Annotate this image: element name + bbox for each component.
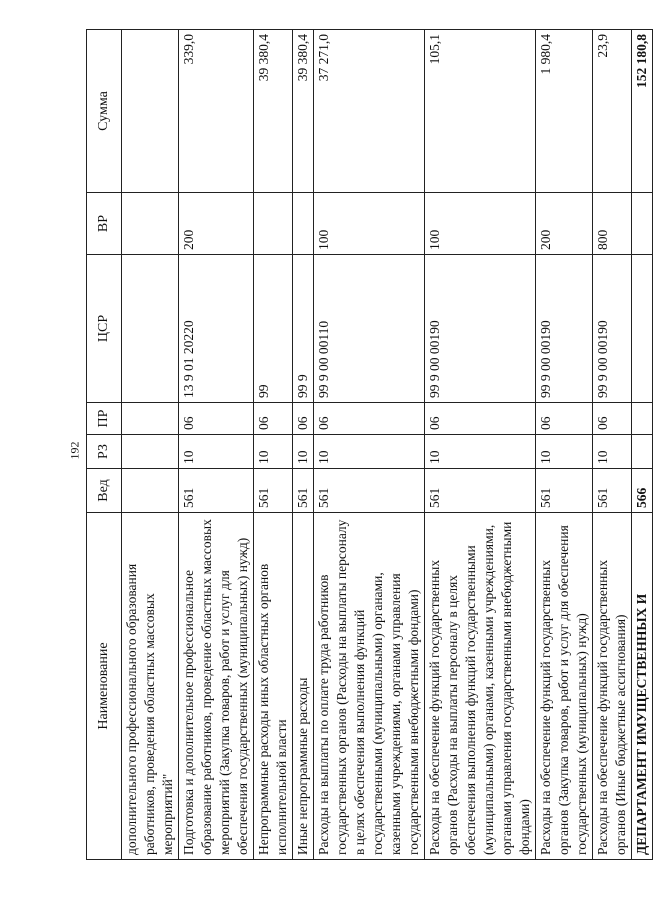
cell-rz: 10 — [254, 435, 293, 469]
cell-ved — [122, 469, 179, 513]
total-sum: 152 180,8 — [632, 30, 653, 193]
cell-csr — [122, 255, 179, 403]
total-rz — [632, 435, 653, 469]
cell-name: дополнительного профессионального образования работников, проведения областных массовых мероприятий" — [122, 513, 179, 860]
cell-vr — [254, 193, 293, 255]
cell-pr: 06 — [593, 403, 632, 435]
cell-csr: 99 9 00 00190 — [536, 255, 593, 403]
cell-sum — [122, 30, 179, 193]
header-rz: РЗ — [87, 435, 122, 469]
cell-vr: 100 — [425, 193, 536, 255]
table-row — [254, 30, 293, 860]
cell-pr: 06 — [536, 403, 593, 435]
cell-pr: 06 — [293, 403, 314, 435]
cell-rz: 10 — [293, 435, 314, 469]
cell-name: Иные непрограммные расходы — [293, 513, 314, 860]
page-number: 192 — [67, 441, 82, 460]
cell-sum: 39 380,4 — [254, 30, 293, 193]
table-header-row — [87, 30, 122, 860]
cell-sum: 1 980,4 — [536, 30, 593, 193]
cell-rz — [122, 435, 179, 469]
cell-ved: 561 — [593, 469, 632, 513]
cell-sum: 37 271,0 — [314, 30, 425, 193]
table-row — [425, 30, 536, 860]
cell-name: Расходы на выплаты по оплате труда работников государственных органов (Расходы на выплаты персоналу в целях обеспечения выполнения функций государственными (муниципальными) органами, казенными учреждениями, органами управления государственными внебюджетными фондами) — [314, 513, 425, 860]
cell-rz: 10 — [593, 435, 632, 469]
cell-pr: 06 — [179, 403, 254, 435]
header-name: Наименование — [87, 513, 122, 860]
cell-vr: 200 — [179, 193, 254, 255]
total-name: ДЕПАРТАМЕНТ ИМУЩЕСТВЕННЫХ И — [632, 513, 653, 860]
header-ved: Вед — [87, 469, 122, 513]
total-ved: 566 — [632, 469, 653, 513]
cell-pr: 06 — [425, 403, 536, 435]
header-vr: ВР — [87, 193, 122, 255]
cell-sum: 39 380,4 — [293, 30, 314, 193]
cell-rz: 10 — [536, 435, 593, 469]
header-csr: ЦСР — [87, 255, 122, 403]
cell-rz: 10 — [314, 435, 425, 469]
cell-ved: 561 — [425, 469, 536, 513]
cell-ved: 561 — [179, 469, 254, 513]
cell-vr: 800 — [593, 193, 632, 255]
cell-ved: 561 — [536, 469, 593, 513]
cell-ved: 561 — [254, 469, 293, 513]
cell-csr: 99 9 00 00110 — [314, 255, 425, 403]
cell-csr: 99 9 — [293, 255, 314, 403]
table-row — [314, 30, 425, 860]
cell-vr: 200 — [536, 193, 593, 255]
cell-name: Расходы на обеспечение функций государственных органов (Иные бюджетные ассигнования) — [593, 513, 632, 860]
cell-rz: 10 — [179, 435, 254, 469]
cell-vr: 100 — [314, 193, 425, 255]
cell-csr: 99 — [254, 255, 293, 403]
table-row — [536, 30, 593, 860]
cell-name: Подготовка и дополнительное профессиональное образование работников, проведение областных массовых мероприятий (Закупка товаров, работ и услуг для обеспечения государственных (муниципальных) нужд) — [179, 513, 254, 860]
cell-vr — [122, 193, 179, 255]
cell-name: Непрограммные расходы иных областных органов исполнительной власти — [254, 513, 293, 860]
table-row — [179, 30, 254, 860]
cell-pr: 06 — [254, 403, 293, 435]
cell-ved: 561 — [314, 469, 425, 513]
budget-table — [86, 29, 653, 860]
table-row — [593, 30, 632, 860]
cell-ved: 561 — [293, 469, 314, 513]
header-pr: ПР — [87, 403, 122, 435]
cell-vr — [293, 193, 314, 255]
cell-csr: 99 9 00 00190 — [425, 255, 536, 403]
cell-sum: 339,0 — [179, 30, 254, 193]
cell-pr: 06 — [314, 403, 425, 435]
cell-pr — [122, 403, 179, 435]
cell-sum: 105,1 — [425, 30, 536, 193]
total-vr — [632, 193, 653, 255]
total-csr — [632, 255, 653, 403]
rotated-page — [86, 30, 653, 860]
cell-rz: 10 — [425, 435, 536, 469]
cell-csr: 13 9 01 20220 — [179, 255, 254, 403]
header-sum: Сумма — [87, 30, 122, 193]
cell-name: Расходы на обеспечение функций государственных органов (Закупка товаров, работ и услуг для обеспечения государственных (муниципальных) нужд) — [536, 513, 593, 860]
cell-sum: 23,9 — [593, 30, 632, 193]
total-pr — [632, 403, 653, 435]
total-row — [632, 30, 653, 860]
table-row — [122, 30, 179, 860]
table-row — [293, 30, 314, 860]
cell-name: Расходы на обеспечение функций государственных органов (Расходы на выплаты персоналу в целях обеспечения выполнения функций государственными (муниципальными) органами, казенными учреждениями, органами управления государственными внебюджетными фондами) — [425, 513, 536, 860]
cell-csr: 99 9 00 00190 — [593, 255, 632, 403]
